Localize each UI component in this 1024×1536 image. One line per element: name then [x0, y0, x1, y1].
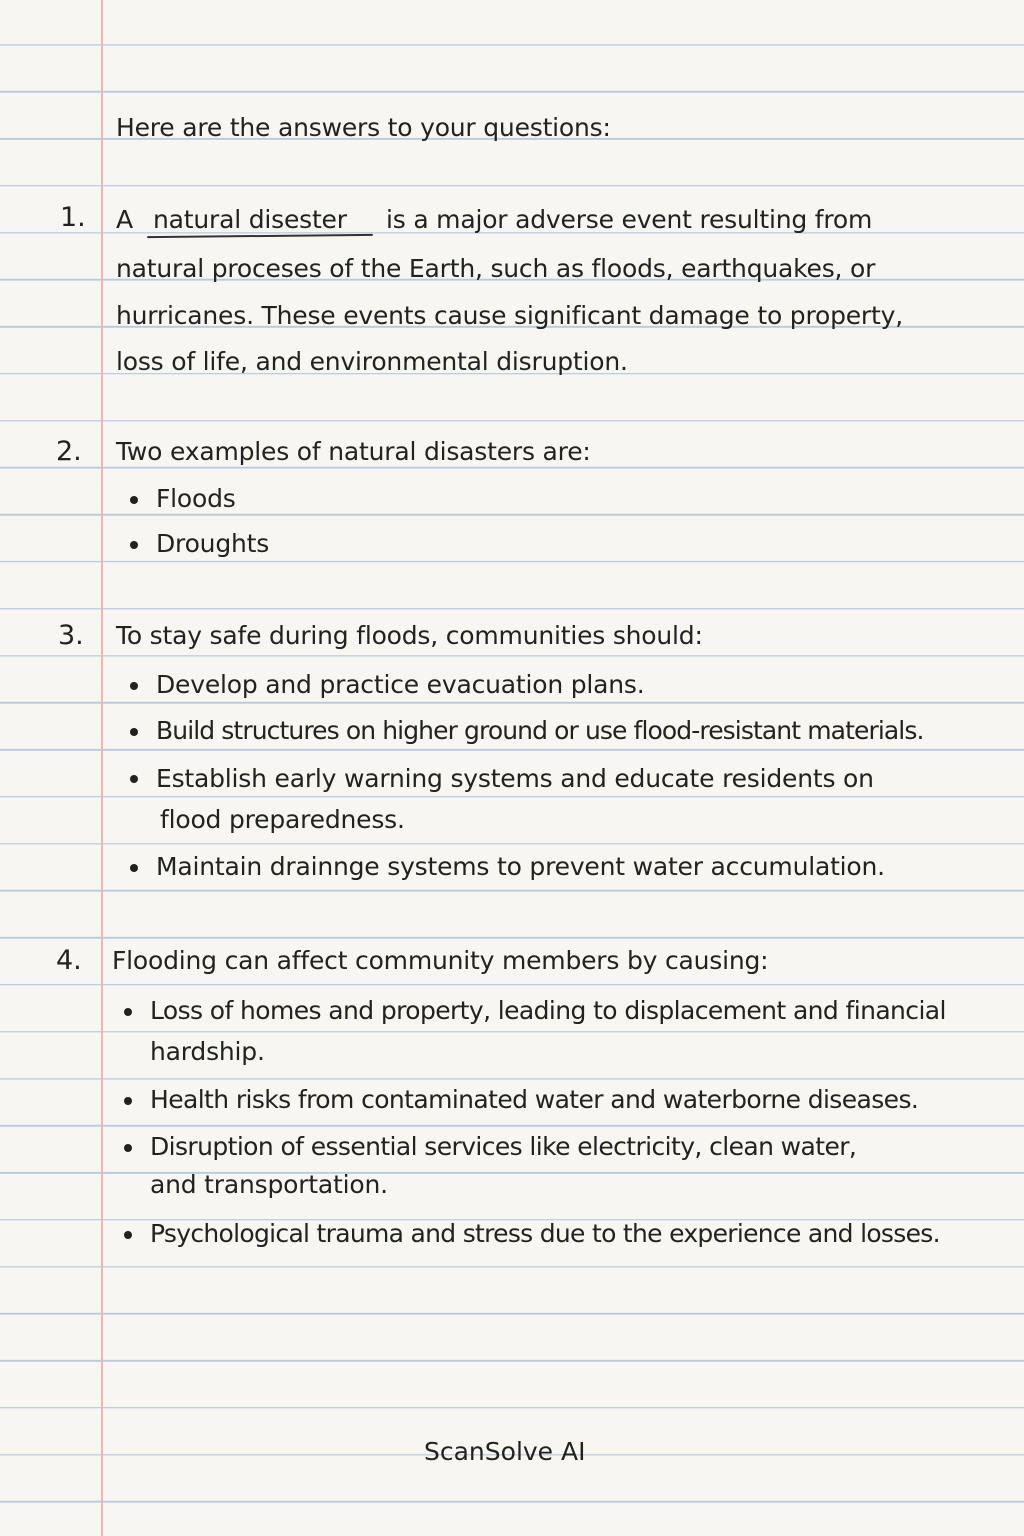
- q1-line4: loss of life, and environmental disruption.: [116, 347, 628, 376]
- q3-item-4: Maintain drainnge systems to prevent water accumulation.: [156, 852, 885, 881]
- q2-item-1: Floods: [156, 484, 236, 513]
- q4-item-1: Loss of homes and property, leading to displacement and financial: [150, 996, 946, 1025]
- bullet-icon: [130, 682, 138, 690]
- q3-number: 3.: [58, 620, 84, 651]
- q4-item-3: Disruption of essential services like electricity, clean water,: [150, 1132, 857, 1161]
- q2-number: 2.: [56, 436, 82, 467]
- bullet-icon: [124, 1097, 132, 1105]
- q3-heading: To stay safe during floods, communities should:: [116, 621, 703, 650]
- bullet-icon: [130, 541, 138, 549]
- q1-line2: natural proceses of the Earth, such as floods, earthquakes, or: [116, 254, 876, 283]
- q1-number: 1.: [60, 202, 86, 233]
- bullet-icon: [130, 864, 138, 872]
- q1-term: natural disester: [153, 205, 347, 234]
- q4-number: 4.: [56, 945, 82, 976]
- q4-item-1-cont: hardship.: [150, 1037, 265, 1066]
- q3-item-3: Establish early warning systems and educate residents on: [156, 764, 874, 793]
- q4-item-3-cont: and transportation.: [150, 1170, 388, 1199]
- q3-item-3-cont: flood preparedness.: [160, 805, 405, 834]
- bullet-icon: [130, 728, 138, 736]
- q2-item-2: Droughts: [156, 529, 270, 558]
- bullet-icon: [130, 775, 138, 783]
- q3-item-2: Build structures on higher ground or use flood-resistant materials.: [156, 716, 924, 745]
- intro-text: Here are the answers to your questions:: [116, 113, 611, 142]
- q4-heading: Flooding can affect community members by causing:: [112, 946, 769, 975]
- footer-brand: ScanSolve AI: [424, 1437, 586, 1466]
- bullet-icon: [124, 1144, 132, 1152]
- q3-item-1: Develop and practice evacuation plans.: [156, 670, 645, 699]
- q4-item-2: Health risks from contaminated water and waterborne diseases.: [150, 1085, 919, 1114]
- q4-item-4: Psychological trauma and stress due to the experience and losses.: [150, 1219, 940, 1248]
- q1-line1-start: A: [116, 205, 133, 234]
- bullet-icon: [124, 1231, 132, 1239]
- q1-line1-end: is a major adverse event resulting from: [386, 205, 873, 234]
- bullet-icon: [130, 496, 138, 504]
- margin-line: [101, 0, 103, 1536]
- bullet-icon: [124, 1008, 132, 1016]
- q2-heading: Two examples of natural disasters are:: [116, 437, 591, 466]
- q1-line3: hurricanes. These events cause significant damage to property,: [116, 301, 903, 330]
